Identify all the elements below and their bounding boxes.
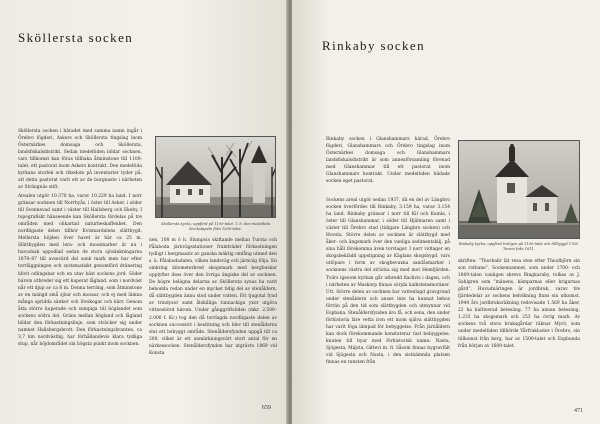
right-intro-text: Rinkaby socken i Glanshammars härad, Örebro fögderi, Glanshammars och Örebro tingslag inom Östernärkes domsaga och Glanshammars landsfiskalsdistrikt är som annexförsamling förenad med Glanshammar till ett pastorat inom Glanshammars kontrakt. Under medeltiden bildade socken eget pastorat. [326,137,450,185]
right-page [292,0,600,424]
left-column-1 [18,193,142,403]
right-page-title: Rinkaby socken [322,38,426,53]
right-page-number: 471 [574,408,583,414]
left-page-title: Sköllersta socken [18,30,134,45]
right-column-1-text: Sockens areal utgör sedan 1937, då en del av Längbro socken överfördes till Rinkaby, 3.159 ha, varav 3.154 ha land. Rinkaby gränsar i norr till Kil och Kumla, i öster till Glanshammar, i söder till Hjälmaren samt i väster till Örebro stad (tidigare Längbro socken) och Hovsta. Större delen av socknen är slättbygd med åker- och ängsmark över den vanliga sedimentskilj, på sina håll förekomma även torvlager. I norr vidtager en skogsbeklädd uppstigning av Käglans skogsbygd, vars utlöpare i form av skogbevuxna sandåsmarker i socknens västra del sträcka sig med mot Hemfjärden. Tvärs igenom kyrkan går utbredd flackvis i dagen, och i närheten av Maskorp finnas sörjda kalkstensmoräner. Utt. Större delen av socknen bar vattenlagd gravgrund under stenåldern och anses inte ha kunnat bebos förrän på den tid som slättbygden och utmynnar vid Espbana. Stenåldersfynden äro få, och sena, den under förhistoria läre vetta iron ett inom själva slättbygden har varit föga lämpad för bebyggelse. Från järnåldern kan dock förekommande konstaterar fast bebyggelse, knuten till byar med förhistorisk namn: Nasta, Sjögesta, Mäjsta, Gittevi m. fl. Såsom finnas bygravfält vid Sjögesta och Nasta, i den sistnämnda platsen finnas en runsten från [326,198,450,366]
church-tower-photo-image [459,141,580,239]
left-column-1-text: Arealen utgör 10.370 ha, varav 10.229 ha land. I norr gränsar socknen till Norrbyås, i öster till Asker, i söder till Svennevad samt i väster till Hallsberg och Ekeby. I topografiskt hänseende kan Sköllersta fördelas på tre områden med olikartad naturbeskaffenhet. Den nordligaste delen tillhör Kvismardalens slättbygd. Mellersta höjden över havet är här ca 25 m. Slättbygden med lera- och mossmarker är nu i huvudsak uppodlad sedan de stora sjösänkningarna 1878–87 till avsevärd del sank mark men har efter torrläggningen och systematiskt genomförd dränering blivit odlingsbar och en utav bäst sockens jord. Söder härom utbreder sig ett kuperat lågland, som i nordväst når ett djup av ca 6 m. Denna terräng, som åtminstone av en mängd små sjöar och mossar, och ej med lämna många spridda sänkor och lövskogar och kärr. Genom åtta större kuperade och sumpiga till höglandet som sockens södra del. Gräns mellan högland och lågland bildar den förkastningslinje, som sträcker sig under namnet Hallsbergsbrott. Den förkastningsbranten, ca 3,7 km nordvästlig, har förhållandevis klara tydliga stup, når höjdområdet sin högsta punkt inom socknen. [18,194,142,347]
church-photo-image [156,137,276,218]
left-photo-caption: Sköllersta kyrka, uppförd på 1100-talet. T. h. den medeltida klockstapeln från 1500-talet. [161,222,270,231]
right-column-2-text: skriften: ”Thorbalir lät resa sten efter Thiodbjörn sin son rotbane”. Sockennamnet, som under 1700- och 1800-talen vanligen skrevs Ringkaraby, tolkas av J. Sahlgren som ”mänens, kämparnas eller krigarnas gård”. Huvudnäringen är jordbruk, varav tre fjärdedelar av sockens befolkning finns sin utkomst. 1944 års jordbruksräkning redovisade 1.569 ha åker, 22 ha kultiverad betesäng. 77 ha annan betesäng, 1.233 ha skogsmark och 253 ha övrig mark. Av sockens två stora bruksgårdar räknar Myrö, som under medeltiden tillhörde Vårfrukloster i Örebro, sin tillkomst från berg, har av 1500-talet och Espbunda från början av 1600-talet. [458,259,580,349]
left-page-number: 659 [262,405,271,411]
right-column-2 [458,258,580,406]
right-church-photo [458,140,580,239]
right-photo-caption: Rinkaby kyrka, uppförd troligen på 1100-talet och tillbyggd 1760. Tornet från 1611. [458,242,580,251]
left-intro-text: Sköllersta socken i häradet med samma namn ingår i Örebro fögderi, Askers och Sköllersta tingslag inom Östernärkes domsaga och Sköllersta, landsfiskalsdistrikt. Sedan medeltiden bildar socknen, vars tillkomst kan föras tillbaka åtminstone till 1100-talet, ett pastorat inom Askers kontrakt. Den medeltida kyrkans storlek och rikedom på inventarier tyder på, att detta pastorat varit ett av de burgnaste i närheten av Strängnäs stift. [18,129,142,191]
left-intro-paragraph [18,128,142,191]
left-church-photo [155,136,276,218]
right-intro-paragraph [326,136,450,185]
left-page [0,0,288,424]
left-column-2 [149,237,277,403]
right-column-1 [326,197,450,407]
left-column-2-text: nen, 108 m ö h. Slumpvis skiftande mellan Tursta och Pålaboda järnvägsstationer framträder förkastningen tydligt i bergmassiv av ganska mäktig omfång utmed den s. k. Pålabodadalen, vilken landsväg och järnväg följa. En omkring kilometerbred skogsmark med bergbuskar upplyfter dess över den övriga ängiske del av socknen. De högre belägna delarna av Sköllersta synas ha varit bebodda redan under en mycket tidig del av stenåldern, då slättbygden ännu stod under vatten. Ett tjugotal fynd av trindyxor samt åtskilliga tunnackiga yxor utgöra vittnesbörd härom. Under gånggriftstiden (mkr. 2.500–2.000 f. Kr.) tog den då torrlagda nordligaste delen av socknen successivt i besittning och blev till stenålderns slut ett bebyggt område. Stenåldersfynden uppgå till ca 200, vilket är ett anmärkningsvärt stort antal för en närkessocken. Stenåldersfynden har utgrävts 1869 vid Konsta [149,238,277,356]
